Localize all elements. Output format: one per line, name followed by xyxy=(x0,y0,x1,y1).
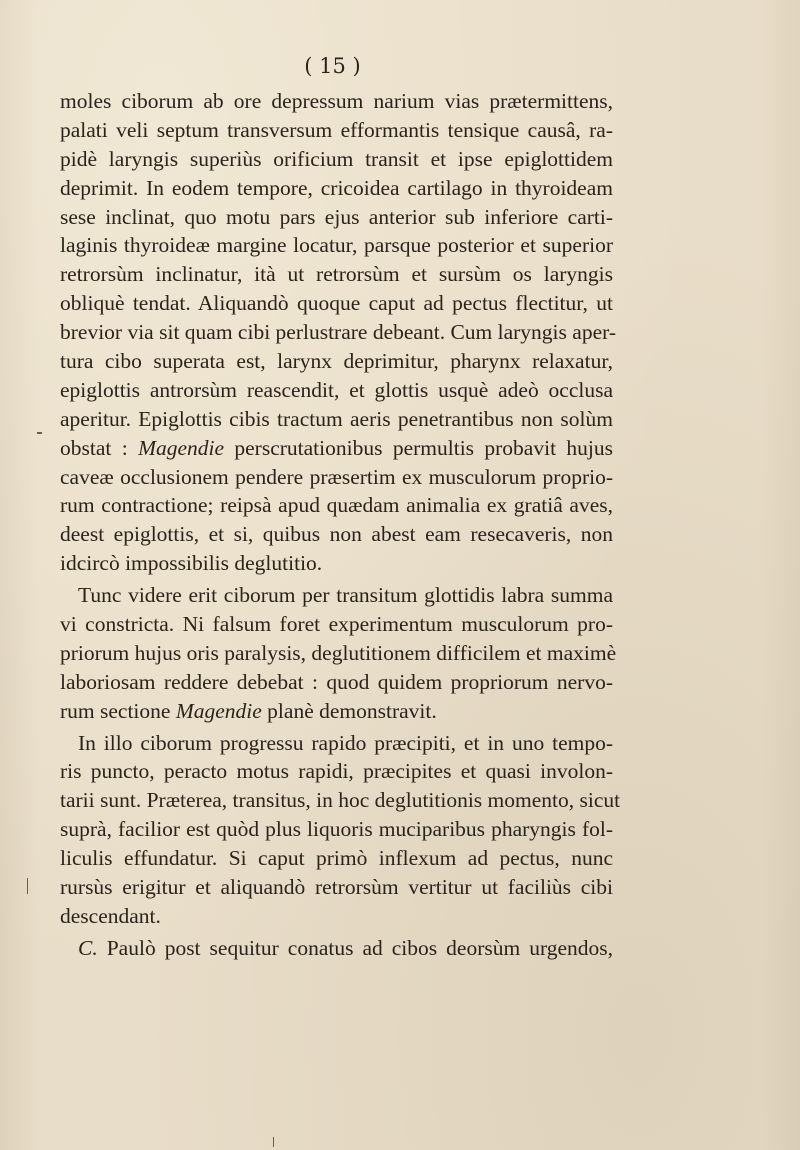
text-line: laboriosam reddere debebat : quod quidem propriorum nervo- xyxy=(60,669,613,694)
author-name: Magendie xyxy=(175,698,262,723)
margin-mark xyxy=(27,878,28,894)
text-line: retrorsùm inclinatur, ità ut retrorsùm et sursùm os laryngis xyxy=(60,262,613,287)
text-line xyxy=(60,434,613,463)
page-number: ( 15 ) xyxy=(304,54,361,78)
section-letter: C. xyxy=(78,935,98,960)
text-line: tura cibo superata est, larynx deprimitur, pharynx relaxatur, xyxy=(60,349,613,374)
text-line: tarii sunt. Præterea, transitus, in hoc deglutitionis momento, sicut xyxy=(60,788,621,813)
text-line: aperitur. Epiglottis cibis tractum aeris penetrantibus non solùm xyxy=(60,406,613,431)
text-line: rursùs erigitur et aliquandò retrorsùm vertitur ut faciliùs cibi xyxy=(60,875,613,900)
text-line: obliquè tendat. Aliquandò quoque caput ad pectus flectitur, ut xyxy=(60,291,613,316)
text-line: deest epiglottis, et si, quibus non abest eam resecaveris, non xyxy=(60,522,613,547)
text-line: caveæ occlusionem pendere præsertim ex musculorum proprio- xyxy=(60,464,613,489)
text-line: Tunc videre erit ciborum per transitum glottidis labra summa xyxy=(78,583,613,608)
author-name: Magendie xyxy=(138,435,225,460)
text-line: ris puncto, peracto motus rapidi, præcipites et quasi involon- xyxy=(60,759,613,784)
line-text: rum sectione xyxy=(60,698,176,723)
text-line: liculis effundatur. Si caput primò inflexum ad pectus, nunc xyxy=(60,846,613,871)
text-line: idcircò impossibilis deglutitio. xyxy=(60,551,323,576)
text-line: rum contractione; reipsà apud quædam animalia ex gratiâ aves, xyxy=(60,493,613,518)
body-text xyxy=(60,87,621,963)
line-text: perscrutationibus permultis probavit hujus xyxy=(224,435,613,460)
text-line: pidè laryngis superiùs orificium transit et ipse epiglottidem xyxy=(60,146,613,171)
text-line: brevior via sit quam cibi perlustrare debeant. Cum laryngis aper- xyxy=(60,320,616,345)
text-line: In illo ciborum progressu rapido præcipiti, et in uno tempo- xyxy=(78,730,613,755)
line-text: planè demonstravit. xyxy=(261,698,437,723)
text-line: epiglottis antrorsùm reascendit, et glottis usquè adeò occlusa xyxy=(60,377,613,402)
text-line: palati veli septum transversum efformantis tensique causâ, ra- xyxy=(60,117,613,142)
text-line: moles ciborum ab ore depressum narium vias prætermittens, xyxy=(60,89,613,113)
margin-mark xyxy=(37,432,42,434)
line-text: Paulò post sequitur conatus ad cibos deorsùm urgendos, xyxy=(97,935,613,960)
text-line: suprà, facilior est quòd plus liquoris muciparibus pharyngis fol- xyxy=(60,817,613,842)
margin-mark xyxy=(273,1137,274,1147)
text-line: descendant. xyxy=(60,903,161,928)
text-line: vi constricta. Ni falsum foret experimentum musculorum pro- xyxy=(60,612,613,637)
line-text: obstat : xyxy=(60,435,139,460)
text-line xyxy=(60,934,613,963)
text-line: priorum hujus oris paralysis, deglutitionem difficilem et maximè xyxy=(60,640,617,665)
text-line xyxy=(60,697,613,726)
text-line: deprimit. In eodem tempore, cricoidea cartilago in thyroideam xyxy=(60,175,613,200)
text-line: sese inclinat, quo motu pars ejus anterior sub inferiore carti- xyxy=(60,204,613,229)
text-line: laginis thyroideæ margine locatur, parsque posterior et superior xyxy=(60,233,613,258)
